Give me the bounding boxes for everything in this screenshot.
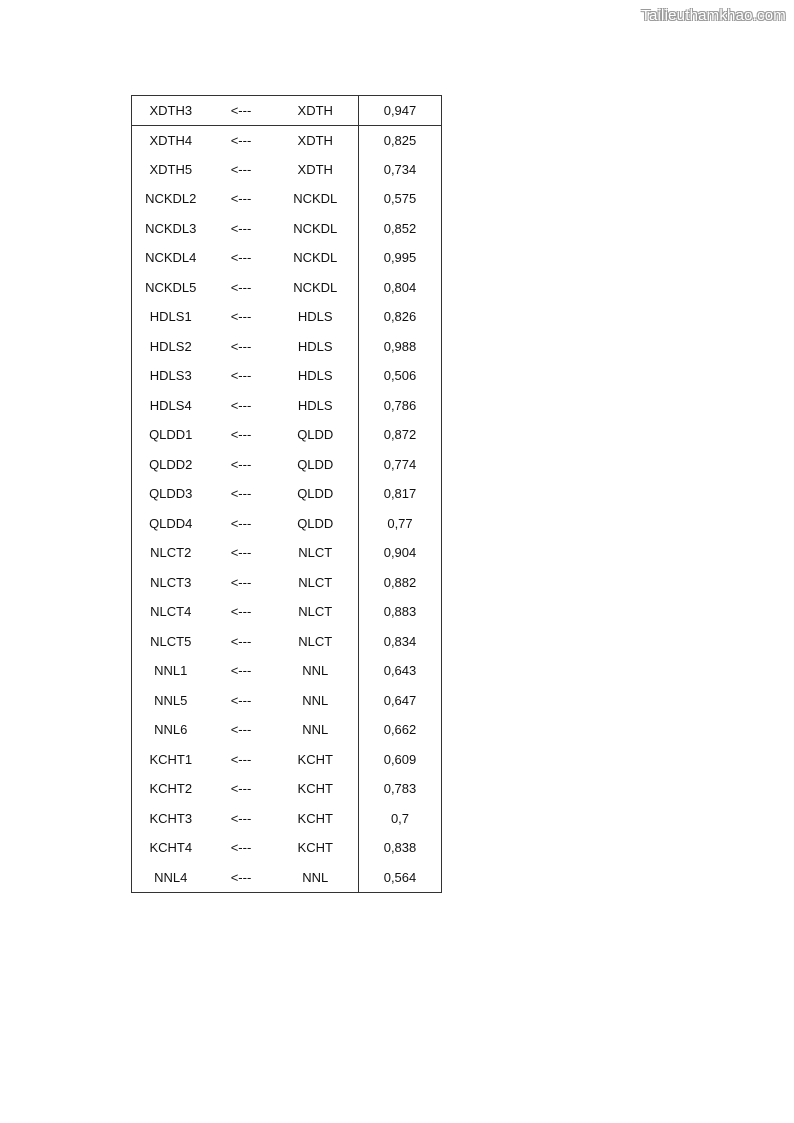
factor-cell: HDLS	[273, 302, 359, 332]
estimate-cell: 0,783	[359, 774, 442, 804]
arrow-cell: <---	[230, 279, 252, 295]
factor-cell: XDTH	[273, 155, 359, 185]
arrow-cell: <---	[230, 368, 252, 384]
table-row	[132, 863, 442, 893]
estimate-cell: 0,825	[359, 125, 442, 155]
estimate-cell: 0,7	[359, 804, 442, 834]
factor-cell: NLCT	[273, 627, 359, 657]
loadings-table	[131, 95, 442, 893]
estimate-cell: 0,609	[359, 745, 442, 775]
item-cell: NLCT2	[132, 538, 210, 568]
item-cell: HDLS3	[132, 361, 210, 391]
item-cell: QLDD1	[132, 420, 210, 450]
arrow-cell: <---	[230, 692, 252, 708]
factor-cell: XDTH	[273, 125, 359, 155]
factor-cell: NCKDL	[273, 184, 359, 214]
arrow-cell: <---	[230, 309, 252, 325]
arrow-cell: <---	[230, 338, 252, 354]
table-row	[132, 155, 442, 185]
factor-cell: QLDD	[273, 450, 359, 480]
estimate-cell: 0,77	[359, 509, 442, 539]
item-cell: XDTH5	[132, 155, 210, 185]
item-cell: KCHT2	[132, 774, 210, 804]
arrow-cell: <---	[230, 161, 252, 177]
item-cell: HDLS1	[132, 302, 210, 332]
factor-cell: NLCT	[273, 538, 359, 568]
factor-cell: NNL	[273, 715, 359, 745]
estimate-cell: 0,838	[359, 833, 442, 863]
estimate-cell: 0,826	[359, 302, 442, 332]
table-row	[132, 214, 442, 244]
factor-cell: QLDD	[273, 420, 359, 450]
item-cell: XDTH4	[132, 125, 210, 155]
factor-cell: NCKDL	[273, 243, 359, 273]
item-cell: NCKDL4	[132, 243, 210, 273]
item-cell: NLCT4	[132, 597, 210, 627]
table-row	[132, 715, 442, 745]
item-cell: QLDD2	[132, 450, 210, 480]
arrow-cell: <---	[210, 96, 273, 126]
estimate-cell: 0,786	[359, 391, 442, 421]
factor-cell: HDLS	[273, 391, 359, 421]
factor-cell: KCHT	[273, 745, 359, 775]
arrow-cell: <---	[230, 456, 252, 472]
arrow-cell: <---	[230, 663, 252, 679]
item-cell: NNL4	[132, 863, 210, 893]
table-row	[132, 538, 442, 568]
factor-cell: NNL	[273, 863, 359, 893]
item-cell: KCHT3	[132, 804, 210, 834]
factor-cell: KCHT	[273, 804, 359, 834]
loadings-table-container	[131, 95, 442, 893]
factor-cell: HDLS	[273, 332, 359, 362]
estimate-cell: 0,564	[359, 863, 442, 893]
table-row	[132, 656, 442, 686]
arrow-cell: <---	[230, 574, 252, 590]
estimate-cell: 0,774	[359, 450, 442, 480]
estimate-cell: 0,575	[359, 184, 442, 214]
table-row	[132, 184, 442, 214]
table-row	[132, 243, 442, 273]
item-cell: NNL5	[132, 686, 210, 716]
table-row	[132, 332, 442, 362]
factor-cell: NLCT	[273, 568, 359, 598]
factor-cell: XDTH	[273, 96, 359, 126]
table-row	[132, 833, 442, 863]
factor-cell: HDLS	[273, 361, 359, 391]
arrow-cell: <---	[230, 751, 252, 767]
table-row	[132, 302, 442, 332]
table-row	[132, 804, 442, 834]
item-cell: KCHT1	[132, 745, 210, 775]
table-row	[132, 420, 442, 450]
estimate-cell: 0,883	[359, 597, 442, 627]
factor-cell: KCHT	[273, 774, 359, 804]
table-row	[132, 568, 442, 598]
table-row	[132, 125, 442, 155]
table-row	[132, 361, 442, 391]
loadings-table-body	[132, 96, 442, 893]
estimate-cell: 0,662	[359, 715, 442, 745]
item-cell: NCKDL3	[132, 214, 210, 244]
arrow-cell: <---	[230, 427, 252, 443]
factor-cell: NLCT	[273, 597, 359, 627]
table-row	[132, 509, 442, 539]
arrow-cell: <---	[230, 250, 252, 266]
estimate-cell: 0,734	[359, 155, 442, 185]
item-cell: NCKDL2	[132, 184, 210, 214]
arrow-cell: <---	[210, 863, 273, 893]
estimate-cell: 0,988	[359, 332, 442, 362]
item-cell: HDLS2	[132, 332, 210, 362]
table-row	[132, 745, 442, 775]
arrow-cell: <---	[230, 486, 252, 502]
estimate-cell: 0,882	[359, 568, 442, 598]
arrow-cell: <---	[230, 781, 252, 797]
estimate-cell: 0,872	[359, 420, 442, 450]
factor-cell: QLDD	[273, 479, 359, 509]
watermark-text: Tailieuthamkhao.com	[641, 7, 786, 24]
table-row	[132, 774, 442, 804]
arrow-cell: <---	[230, 810, 252, 826]
factor-cell: KCHT	[273, 833, 359, 863]
item-cell: QLDD3	[132, 479, 210, 509]
arrow-cell: <---	[230, 220, 252, 236]
item-cell: QLDD4	[132, 509, 210, 539]
item-cell: HDLS4	[132, 391, 210, 421]
arrow-cell: <---	[230, 840, 252, 856]
estimate-cell: 0,852	[359, 214, 442, 244]
arrow-cell: <---	[230, 633, 252, 649]
factor-cell: NNL	[273, 656, 359, 686]
arrow-cell: <---	[230, 191, 252, 207]
table-row	[132, 273, 442, 303]
table-row	[132, 96, 442, 126]
item-cell: XDTH3	[132, 96, 210, 126]
item-cell: NNL6	[132, 715, 210, 745]
table-row	[132, 450, 442, 480]
estimate-cell: 0,647	[359, 686, 442, 716]
arrow-cell: <---	[230, 545, 252, 561]
item-cell: KCHT4	[132, 833, 210, 863]
arrow-cell: <---	[230, 397, 252, 413]
factor-cell: NCKDL	[273, 214, 359, 244]
estimate-cell: 0,804	[359, 273, 442, 303]
table-row	[132, 391, 442, 421]
table-row	[132, 627, 442, 657]
table-row	[132, 597, 442, 627]
estimate-cell: 0,947	[359, 96, 442, 126]
estimate-cell: 0,995	[359, 243, 442, 273]
arrow-cell: <---	[230, 515, 252, 531]
estimate-cell: 0,904	[359, 538, 442, 568]
item-cell: NCKDL5	[132, 273, 210, 303]
table-row	[132, 479, 442, 509]
item-cell: NLCT5	[132, 627, 210, 657]
factor-cell: QLDD	[273, 509, 359, 539]
arrow-cell: <---	[230, 722, 252, 738]
arrow-cell: <---	[230, 604, 252, 620]
item-cell: NLCT3	[132, 568, 210, 598]
estimate-cell: 0,643	[359, 656, 442, 686]
factor-cell: NCKDL	[273, 273, 359, 303]
item-cell: NNL1	[132, 656, 210, 686]
estimate-cell: 0,817	[359, 479, 442, 509]
factor-cell: NNL	[273, 686, 359, 716]
arrow-cell: <---	[230, 132, 252, 148]
estimate-cell: 0,506	[359, 361, 442, 391]
table-row	[132, 686, 442, 716]
estimate-cell: 0,834	[359, 627, 442, 657]
